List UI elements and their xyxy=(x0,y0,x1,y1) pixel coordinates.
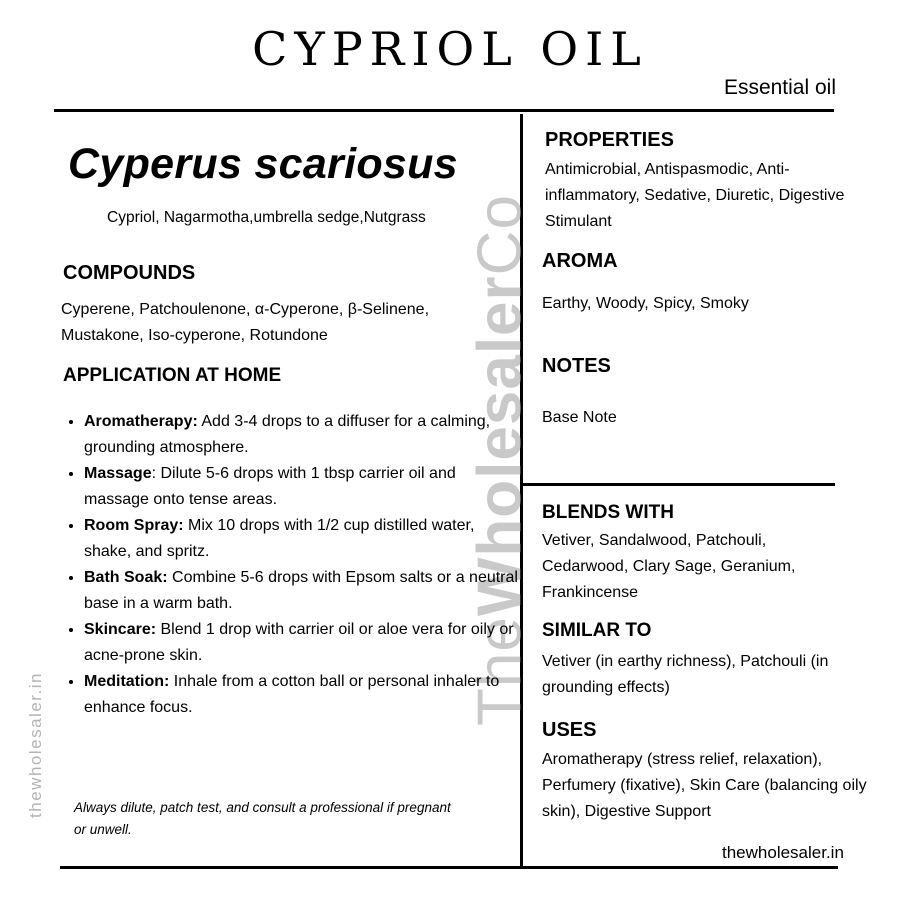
properties-text: Antimicrobial, Antispasmodic, Anti-inflammatory, Sedative, Diuretic, Digestive Stimulant xyxy=(545,161,845,230)
common-names: Cypriol, Nagarmotha,umbrella sedge,Nutgrass xyxy=(107,209,426,226)
item-label: Bath Soak: xyxy=(84,569,168,586)
blends-with-text: Vetiver, Sandalwood, Patchouli, Cedarwood, Clary Sage, Geranium, Frankincense xyxy=(542,532,796,601)
compounds-line-1: Cyperene, Patchoulenone, α-Cyperone, β-Selinene, xyxy=(61,301,430,318)
item-label: Aromatherapy: xyxy=(84,413,198,430)
list-item xyxy=(84,409,524,461)
uses-text: Aromatherapy (stress relief, relaxation), Perfumery (fixative), Skin Care (balancing oily skin), Digestive Support xyxy=(542,751,867,820)
watermark-wholesaler: Wholesaler xyxy=(465,275,535,617)
item-label: Room Spray: xyxy=(84,517,184,534)
item-text: Combine 5-6 drops with Epsom salts or a neutral base in a warm bath. xyxy=(84,569,518,612)
watermark-the: The xyxy=(465,616,535,726)
compounds-heading: COMPOUNDS xyxy=(63,262,196,284)
application-list xyxy=(60,409,524,721)
item-text: Mix 10 drops with 1/2 cup distilled water, shake, and spritz. xyxy=(84,517,475,560)
side-url: thewholesaler.in xyxy=(26,672,45,818)
footer-url: thewholesaler.in xyxy=(722,843,844,862)
list-item xyxy=(84,617,524,669)
list-item xyxy=(84,461,524,513)
item-text: Add 3-4 drops to a diffuser for a calming, grounding atmosphere. xyxy=(84,413,491,456)
item-text: Blend 1 drop with carrier oil or aloe vera for oily or acne-prone skin. xyxy=(84,621,514,664)
compounds-line-2: Mustakone, Iso-cyperone, Rotundone xyxy=(61,327,328,344)
right-mid-divider xyxy=(522,483,835,486)
notes-heading: NOTES xyxy=(542,355,611,377)
blends-with-heading: BLENDS WITH xyxy=(542,502,674,523)
bottom-divider xyxy=(60,866,838,869)
list-item xyxy=(84,565,524,617)
subtitle: Essential oil xyxy=(723,76,836,99)
watermark-co: Co xyxy=(465,194,535,276)
item-label: Massage xyxy=(84,465,152,482)
uses-heading: USES xyxy=(542,719,597,741)
list-item xyxy=(84,513,524,565)
item-label: Meditation: xyxy=(84,673,170,690)
similar-to-heading: SIMILAR TO xyxy=(542,620,652,641)
similar-to-text: Vetiver (in earthy richness), Patchouli (in grounding effects) xyxy=(542,653,829,696)
safety-note: Always dilute, patch test, and consult a professional if pregnant or unwell. xyxy=(74,800,451,837)
botanical-name: Cyperus scariosus xyxy=(68,140,458,188)
item-text: : Dilute 5-6 drops with 1 tbsp carrier oil and massage onto tense areas. xyxy=(84,465,456,508)
list-item xyxy=(84,669,524,721)
aroma-heading: AROMA xyxy=(542,250,618,272)
page-title: CYPRIOL OIL xyxy=(252,22,648,76)
properties-heading: PROPERTIES xyxy=(545,129,674,151)
top-divider xyxy=(54,109,834,112)
item-label: Skincare: xyxy=(84,621,157,638)
aroma-text: Earthy, Woody, Spicy, Smoky xyxy=(542,295,749,312)
item-text: Inhale from a cotton ball or personal inhaler to enhance focus. xyxy=(84,673,500,716)
notes-text: Base Note xyxy=(542,409,617,426)
application-heading: APPLICATION AT HOME xyxy=(63,365,282,386)
